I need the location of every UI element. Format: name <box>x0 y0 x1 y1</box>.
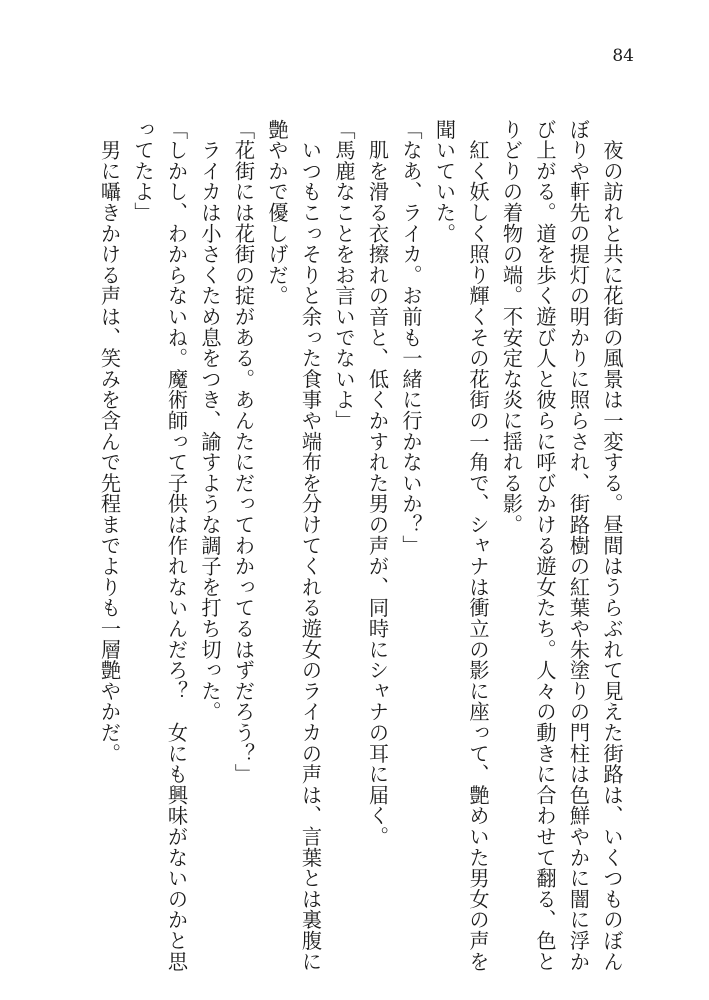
text-line: ってたよ」 <box>131 119 155 223</box>
text-line: 夜の訪れと共に花街の風景は一変する。昼間はうらぶれて見えた街路は、いくつものぼん <box>600 119 624 972</box>
page-number: 84 <box>612 46 634 66</box>
text-line: 「馬鹿なことをお言いでないよ」 <box>332 119 356 431</box>
text-line: 「花街には花街の掟がある。あんたにだってわかってるはずだろう？」 <box>231 119 256 785</box>
text-line: いつもこっそりと余った食事や端布を分けてくれる遊女のライカの声は、言葉とは裏腹に <box>298 119 323 972</box>
text-line: りどりの着物の端。不安定な炎に揺れる影。 <box>499 119 524 535</box>
text-line: 紅く妖しく照り輝くその花街の一角で、シャナは衝立の影に座って、艶めいた男女の声を <box>466 119 490 972</box>
text-line: 肌を滑る衣擦れの音と、低くかすれた男の声が、同時にシャナの耳に届く。 <box>365 119 390 847</box>
text-line: 「なあ、ライカ。お前も一緒に行かないか？」 <box>399 119 423 556</box>
text-line: 男に囁きかける声は、笑みを含んで先程までよりも一層艶やかだ。 <box>97 119 122 764</box>
text-line: び上がる。道を歩く遊び人と彼らに呼びかける遊女たち。人々の動きに合わせて翻る、色と <box>533 119 557 972</box>
vertical-text-body <box>92 119 628 972</box>
text-line: ぼりや軒先の提灯の明かりに照らされ、街路樹の紅葉や朱塗りの門柱は色鮮やかに闇に浮か <box>566 119 591 972</box>
text-line: ライカは小さくため息をつき、諭すような調子を打ち切った。 <box>198 119 222 723</box>
text-line: 聞いていた。 <box>432 119 457 244</box>
text-line: 艶やかで優しげだ。 <box>265 119 289 307</box>
text-line: 「しかし、わからないね。魔術師って子供は作れないんだろ？ 女にも興味がないのかと思 <box>164 119 189 972</box>
